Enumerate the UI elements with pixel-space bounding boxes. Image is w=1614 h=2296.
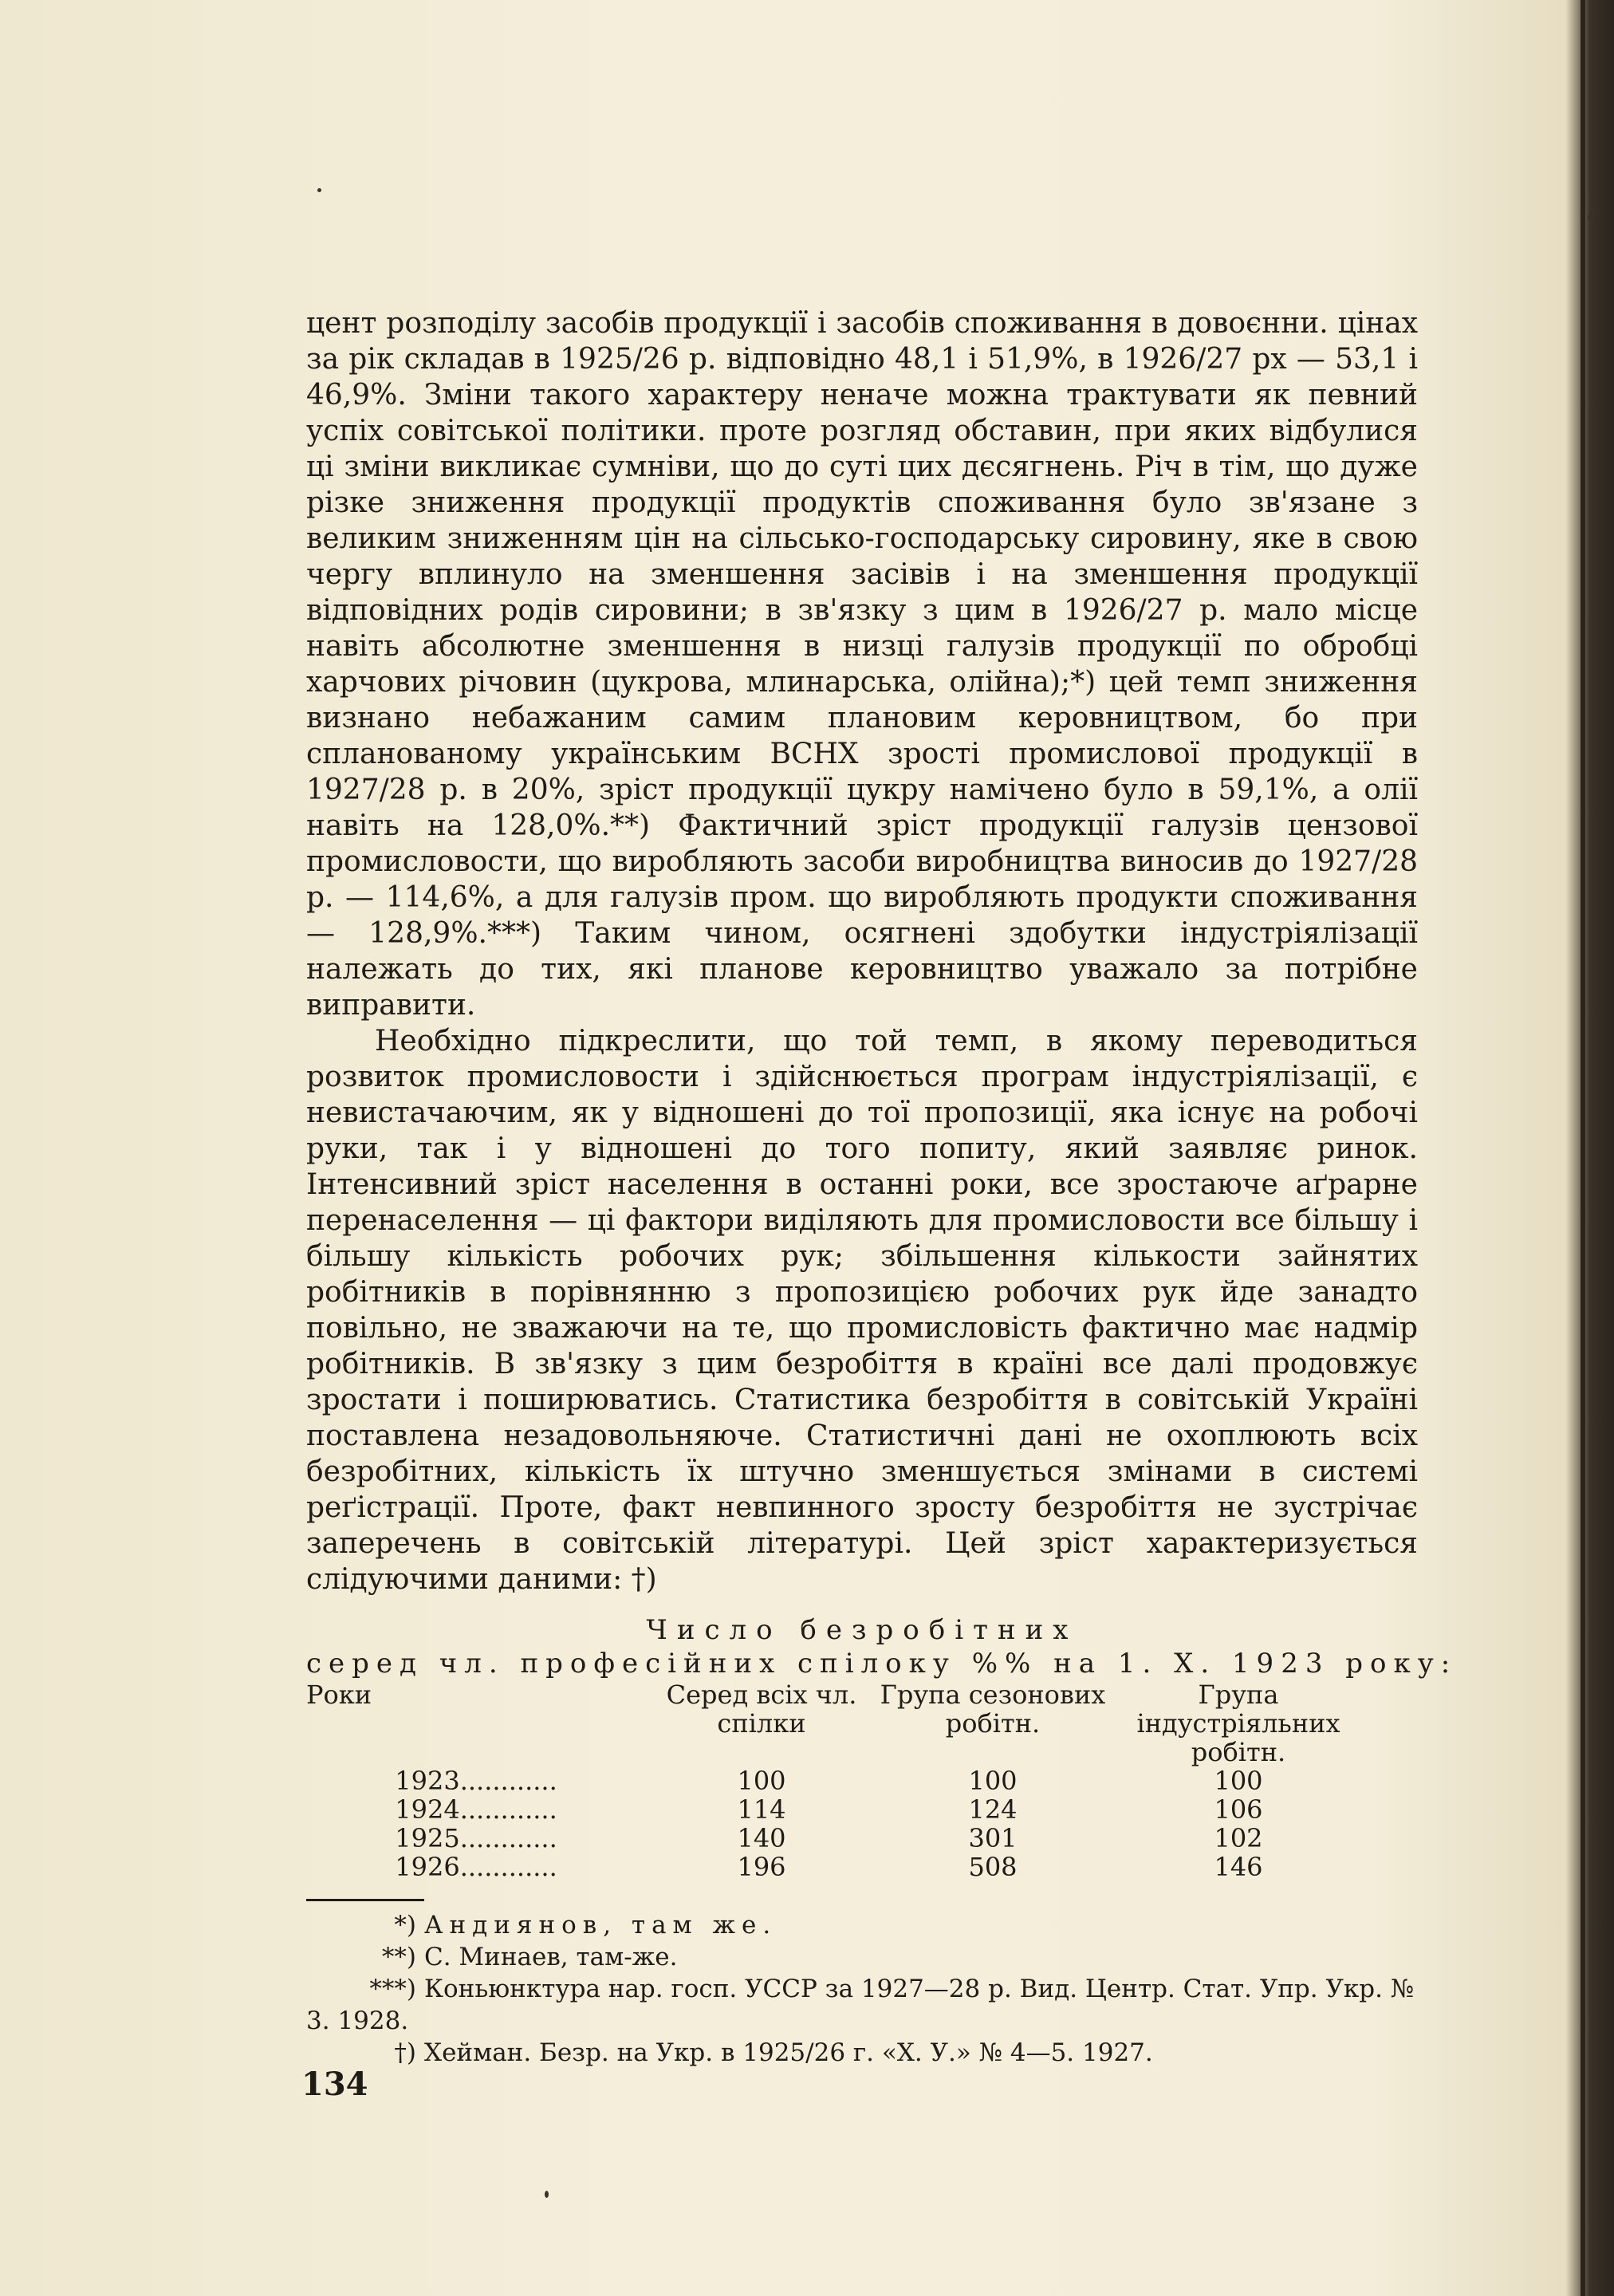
footnote-text: Хейман. Безр. на Укр. в 1925/26 г. «Х. У.» № 4—5. 1927. [424, 2038, 1153, 2067]
print-speck [1588, 214, 1592, 222]
dot-leader: ............ [459, 1823, 557, 1853]
dot-leader: ............ [459, 1794, 557, 1825]
table-row [306, 1766, 1368, 1795]
cell-seasonal: 301 [968, 1823, 1018, 1853]
row-year: 1923............ [395, 1766, 557, 1796]
page-content [306, 305, 1458, 2069]
header-years: Роки [306, 1680, 372, 1710]
body-text [306, 305, 1418, 1597]
cell-all: 140 [737, 1823, 786, 1853]
cell-industrial: 100 [1214, 1766, 1263, 1796]
print-speck [317, 188, 321, 192]
paragraph-2: Необхідно підкреслити, що той темп, в якому переводиться розвиток промисловости і здійснюється програм індустріялізації, є невистачаючим, як у відношені до тої пропозиції, яка існує на робочі руки, так і у відношені до того попиту, який заявляє ринок. Інтенсивний зріст населення в останні роки, все зростаюче аґрарне перенаселення — ці фактори виділяють для промисловости все більшу і більшу кількість робочих рук; збільшення кількости зайнятих робітників в порівнянню з пропозицією робочих рук йде занадто повільно, не зважаючи на те, що промисловість фактично має надмір робітників. В зв'язку з цим безробіття в країні все далі продовжує зростати і поширюватись. Статистика безробіття в совітській Україні поставлена незадовольняюче. Статистичні дані не охоплюють всіх безробітних, кількість їх штучно зменшується змінами в системі реґістрації. Проте, факт невпинного зросту безробіття не зустрічає заперечень в совітській літературі. Цей зріст характеризується слідуючими даними: †) [306, 1025, 1418, 1596]
footnote-mark: *) [394, 1911, 416, 1940]
footnote-mark: †) [394, 2038, 416, 2067]
statistics-table-block [306, 1613, 1458, 1882]
table-row [306, 1795, 1368, 1824]
page-number: 134 [301, 2066, 368, 2103]
cell-seasonal: 100 [968, 1766, 1018, 1796]
page-gutter-edge [1581, 0, 1585, 2296]
table-title: Число безробітних [646, 1614, 1078, 1646]
print-speck [545, 2191, 549, 2198]
cell-all: 100 [737, 1766, 786, 1796]
dot-leader: ............ [459, 1852, 557, 1882]
cell-seasonal: 508 [968, 1852, 1018, 1882]
header-seasonal: Група сезонових робітн. [880, 1680, 1106, 1739]
table-row [306, 1853, 1368, 1881]
table-row [306, 1824, 1368, 1853]
cell-all: 114 [737, 1794, 786, 1825]
row-year: 1925............ [395, 1823, 557, 1853]
header-industrial: Група індустріяльних робітн. [1136, 1680, 1340, 1767]
footnote-mark: ***) [369, 1975, 416, 2003]
footnote [306, 1973, 1418, 2037]
table-header-row [306, 1680, 1368, 1766]
cell-industrial: 106 [1214, 1794, 1263, 1825]
row-year: 1924............ [395, 1794, 557, 1825]
footnote [306, 2037, 1418, 2069]
footnote-text: С. Минаев, там-же. [424, 1943, 678, 1971]
footnote [306, 1941, 1418, 1973]
footnotes [306, 1909, 1418, 2069]
footnote-mark: **) [381, 1943, 416, 1971]
cell-industrial: 146 [1214, 1852, 1263, 1882]
row-year: 1926............ [395, 1852, 557, 1882]
header-all-members: Серед всіх чл. спілки [666, 1680, 857, 1739]
footnote [306, 1909, 1418, 1941]
paragraph-1: цент розподілу засобів продукції і засобів споживання в довоєнни. цінах за рік складав в 1925/26 р. відповідно 48,1 і 51,9%, в 1926/27 рх — 53,1 і 46,9%. Зміни такого характеру неначе можна трактувати як певний успіх совітської політики. проте розгляд обставин, при яких відбулися ці зміни викликає сумніви, що до суті цих дєсягнень. Річ в тім, що дуже різке зниження продукції продуктів споживання було зв'язане з великим зниженням цін на сільсько-господарську сировину, яке в свою чергу вплинуло на зменшення засівів і на зменшення продукції відповідних родів сировини; в зв'язку з цим в 1926/27 р. мало місце навіть абсолютне зменшення в низці галузів продукції по обробці харчових річовин (цукрова, млинарська, олійна);*) цей темп зниження визнано небажаним самим плановим керовництвом, бо при спланованому українським ВСНХ зрості промислової продукції в 1927/28 р. в 20%, зріст продукції цукру намічено було в 59,1%, а олії навіть на 128,0%.**) Фактичний зріст продукції галузів цензової промисловости, що виробляють засоби виробництва виносив до 1927/28 р. — 114,6%, а для галузів пром. що виробляють продукти споживання — 128,9%.***) Таким чином, осягнені здобутки індустріялізації належать до тих, які планове керовництво уважало за потрібне виправити. [306, 307, 1418, 1022]
dot-leader: ............ [459, 1766, 557, 1796]
cell-all: 196 [737, 1852, 786, 1882]
table-subtitle: серед чл. професійних спілоку %% на 1. X. 1923 року: [306, 1648, 1458, 1680]
footnote-text: Коньюнктура нар. госп. УССР за 1927—28 р. Вид. Центр. Стат. Упр. Укр. № 3. 1928. [306, 1975, 1415, 2035]
footnote-text: Андиянов, там же. [424, 1911, 777, 1940]
cell-industrial: 102 [1214, 1823, 1263, 1853]
cell-seasonal: 124 [968, 1794, 1018, 1825]
footnote-divider [306, 1899, 424, 1901]
unemployment-table [306, 1680, 1368, 1881]
